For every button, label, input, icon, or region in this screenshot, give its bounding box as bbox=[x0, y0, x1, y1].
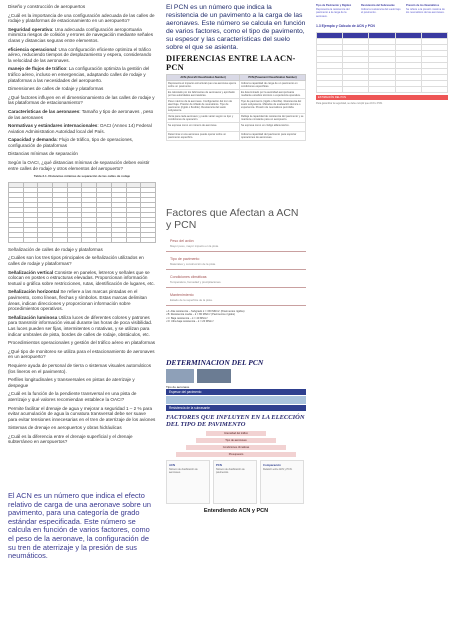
bullet-item: • D: Ultra baja resistencia – k = 20 MN/m³ bbox=[166, 320, 214, 324]
table-cell bbox=[317, 86, 343, 92]
pavement-factors-title: FACTORES QUE INFLUYEN EN LA ELECCIÓN DEL TIPO DE PAVIMENTO bbox=[166, 414, 305, 428]
img-label-subgrade: Resistencia de la subrasante bbox=[166, 405, 306, 411]
factor-title: Tipo de pavimento bbox=[170, 257, 200, 261]
paragraph-label: Seguridad operativa bbox=[8, 26, 53, 32]
table-cell bbox=[67, 237, 82, 242]
card-title: Comparación bbox=[263, 463, 281, 467]
factor-title: Peso del avión bbox=[170, 239, 194, 243]
paragraph: ¿Qué factores influyen en el dimensionamiento de las calles de rodaje y las plataformas de estacionamiento? bbox=[8, 94, 155, 106]
paragraph-label: Normativas y estándares internacionales bbox=[8, 123, 98, 129]
info-card bbox=[213, 460, 257, 504]
paragraph: Distancias mínimas de separación bbox=[8, 151, 78, 157]
table-row bbox=[167, 114, 306, 123]
diff-cell: Es calculado por los fabricantes de aeronaves y aprobado por las autoridades aeronáuticas. bbox=[167, 90, 240, 99]
table-cell bbox=[141, 237, 156, 242]
paragraph-label: Señalización luminosa bbox=[8, 314, 58, 320]
table-row bbox=[167, 81, 306, 90]
paragraph: Seguridad operativa: Una adecuada configuración aeroportuaria minimiza riesgos de colisión y errores de navegación mediante señales claras y distancias seguras entre elementos. bbox=[8, 26, 154, 43]
table-caption: Tabla 3-1. Distancias mínimas de separación de las calles de rodaje bbox=[33, 174, 131, 179]
paragraph: Capacidad y demanda: Flujo de tráfico, tipo de operaciones, configuración de plataformas bbox=[8, 137, 134, 148]
pyramid-level: Presupuesto bbox=[176, 452, 296, 457]
table-row bbox=[167, 90, 306, 99]
example-table bbox=[316, 32, 448, 93]
bullet-item: • C: Baja resistencia – k = 40 MN/m³ bbox=[166, 316, 208, 320]
top-card-title: Tipo de Pavimento y Rigidez bbox=[316, 4, 352, 7]
pyramid-level: Intensidad del tráfico bbox=[206, 431, 266, 436]
card-text: Número de clasificación de aeronaves. bbox=[169, 468, 198, 474]
paragraph-label: Características de las aeronaves bbox=[8, 108, 80, 114]
paragraph: Señalización vertical Consiste en paneles, letreros y señales que se colocan en postes o estructuras elevadas. Proporcionan información textual o gráfica sobre restricciones, rutas, identificación de lugares, etc. bbox=[8, 269, 155, 286]
top-card bbox=[361, 4, 403, 18]
factor-item bbox=[166, 291, 306, 306]
table-cell bbox=[38, 237, 53, 242]
subgrade-bullets bbox=[166, 310, 306, 324]
factor-desc: Temperatura, humedad y precipitaciones. bbox=[170, 280, 222, 284]
info-card bbox=[166, 460, 210, 504]
paragraph: ¿Cuál es la importancia de una configuración adecuada de las calles de rodaje y plataformas de estacionamiento en un aeropuerto? bbox=[8, 12, 155, 24]
paragraph: Según la OACI, ¿qué distancias mínimas de separación deben existir entre calles de rodaje y otros elementos del aeropuerto? bbox=[8, 160, 150, 171]
pyramid-level: Tipo de aeronaves bbox=[196, 438, 276, 443]
aircraft-photo bbox=[166, 369, 194, 383]
acn-definition-text: El ACN es un número que indica el efecto relativo de carga de una aeronave sobre un pavimento, para una categoría de grado estándar especificada. Este número se calcula en función de varios factores, como el peso de la aeronave, la configuración de su tren de aterrizaje y la presión de sus neumáticos. bbox=[8, 491, 151, 561]
right-top-cards bbox=[316, 4, 448, 18]
paragraph-label: Señalización vertical bbox=[8, 269, 54, 275]
pcn-determination-section bbox=[166, 355, 306, 516]
top-card-text: Se refiere a la presión máxima de los neumáticos de las aeronaves. bbox=[406, 8, 445, 15]
paragraph-label: manejo de flujos de tráfico bbox=[8, 66, 67, 72]
middle-column-top bbox=[166, 4, 306, 141]
paragraph: ¿Cuál es la función de la pendiente transversal en una pista de aterrizaje y qué valores recomiendan establece la OACI? bbox=[8, 391, 137, 402]
factor-desc: Mayor peso, mayor impacto en la pista. bbox=[170, 244, 219, 248]
factor-list bbox=[166, 237, 306, 306]
paragraph-label: Señalización horizontal bbox=[8, 289, 60, 295]
top-card-text: Representa la resistencia del pavimento a la carga de la aeronave. bbox=[316, 8, 350, 18]
factors-section bbox=[166, 207, 306, 324]
diff-header: ACN (Aircraft Classification Number) bbox=[167, 75, 240, 81]
paragraph: Sistemas de drenaje en aeropuertos y obras hidráulicas bbox=[8, 425, 122, 431]
left-column bbox=[8, 4, 156, 448]
factors-title: Factores que Afectan a ACN y PCN bbox=[166, 207, 299, 231]
table-cell bbox=[23, 237, 38, 242]
table-cell bbox=[126, 237, 141, 242]
paragraph: ¿Cuál es la diferencia entre el drenaje superficial y el drenaje subterráneo en aeropuertos? bbox=[8, 433, 133, 445]
pavement-photo bbox=[166, 396, 306, 404]
diff-cell: Se expresa como un código alfanumérico. bbox=[240, 123, 306, 132]
factor-item bbox=[166, 237, 306, 252]
diff-header: PCN (Pavement Classification Number) bbox=[240, 75, 306, 81]
card-title: PCN bbox=[216, 463, 222, 467]
paragraph: Procedimientos operacionales y gestión del tráfico aéreo en plataformas bbox=[8, 340, 156, 346]
diff-cell: Peso máximo de la aeronave. Configuración del tren de aterrizaje. Presión de inflado de neumáticos. Tipo de pavimento (rígido o flexible). Resistencia del suelo subyacente. bbox=[167, 99, 240, 114]
diff-cell: Se expresa como un número de aeronave. bbox=[167, 123, 240, 132]
table-cell bbox=[343, 86, 369, 92]
card-title: ACN bbox=[169, 463, 176, 467]
example-table-title: 1.3 Ejemplo y Cálculo de ACN y PCN bbox=[316, 23, 375, 28]
factor-desc: Materiales y construcción de la pista. bbox=[170, 262, 216, 266]
table-cell bbox=[421, 86, 447, 92]
table-cell bbox=[53, 237, 68, 242]
diff-cell: Es determinado por la autoridad aeroportuaria mediante estudios técnicos o experiencia operativa. bbox=[240, 90, 306, 99]
diff-cell: Varía para cada aeronave y puede variar según su tipo y condiciones de operación. bbox=[167, 114, 240, 123]
paragraph: Requiere ayuda de personal de tierra o sistemas visuales automáticos (los lineros en el pavimento). bbox=[8, 362, 151, 374]
paragraph: Señalización de calles de rodaje y plataformas bbox=[8, 246, 103, 252]
aircraft-photo-2 bbox=[197, 369, 231, 383]
paragraph: ¿Qué tipo de monitoreo se utiliza para el estacionamiento de aeronaves en un aeropuerto? bbox=[8, 348, 155, 360]
understanding-title: Entendiendo ACN y PCN bbox=[203, 508, 269, 514]
factor-item bbox=[166, 255, 306, 270]
pcn-definition-text: El PCN es un número que indica la resistencia de un pavimento a la carga de las aeronaves. Este número se calcula en función de varios factores, como el tipo de pavimento, su espesor y las características del suelo sobre el que se asienta. bbox=[166, 4, 306, 51]
paragraph-label: eficiencia operacional bbox=[8, 46, 56, 52]
img-label-thickness: Espesor del pavimento bbox=[166, 389, 306, 395]
table-cell bbox=[369, 86, 395, 92]
paragraph: Permite facilitar el drenaje de agua y mejorar a seguridad 1 – 2 % para evitar acumulación de agua la curvatura transversal debe ser suave para evitar tensiones innecesarias en el tren de aterrizaje de los aviones bbox=[8, 405, 156, 422]
paragraph: Diseño y construcción de aeropuertos bbox=[8, 4, 86, 9]
table-cell bbox=[97, 237, 112, 242]
separation-table bbox=[8, 182, 156, 243]
pcn-estimation-label: ESTIMACIÓN DEL PCN bbox=[316, 95, 448, 100]
paragraph: manejo de flujos de tráfico: La configuración optimiza la gestión del tráfico aéreo, incluso en emergencias, adaptando calles de rodaje y plataformas a las necesidades del aeropuerto. bbox=[8, 66, 150, 83]
diff-cell: Indica la capacidad del pavimento para soportar operaciones de aeronaves. bbox=[240, 132, 306, 141]
top-card-text: Indica la resistencia del suelo bajo el pavimento. bbox=[361, 8, 401, 15]
differences-table bbox=[166, 74, 306, 141]
diff-cell: Indica la capacidad de carga de un pavimento en condiciones específicas. bbox=[240, 81, 306, 90]
top-card bbox=[406, 4, 448, 18]
top-card bbox=[316, 4, 358, 18]
paragraph-label: Capacidad y demanda bbox=[8, 137, 57, 143]
table-cell bbox=[9, 237, 24, 242]
right-column bbox=[316, 4, 448, 105]
diff-cell: Tipo de pavimento (rígido o flexible). Resistencia del suelo subyacente. Métodos de evaluación técnica o experiencia. Presión de neumáticos permitida. bbox=[240, 99, 306, 114]
table-row bbox=[167, 132, 306, 141]
info-card bbox=[260, 460, 304, 504]
image-row-1 bbox=[166, 369, 306, 383]
paragraph: ¿Cuáles son los tres tipos principales de señalización utilizados en calles de rodaje y plataformas? bbox=[8, 255, 144, 267]
table-row bbox=[167, 99, 306, 114]
card-text: Relación entre ACN y PCN. bbox=[263, 468, 293, 471]
acn-pcn-note: Para garantizar la seguridad, se debe cumplir que ACN ≤ PCN. bbox=[316, 101, 383, 105]
diff-cell: Determina si una aeronave puede operar sobre un pavimento específico. bbox=[167, 132, 240, 141]
top-card-title: Presión de los Neumáticos bbox=[406, 4, 440, 7]
factor-desc: Estado de la superficie de la pista. bbox=[170, 298, 213, 302]
paragraph: Normativas y estándares internacionales: OACI (Annex 14) Federal Aviation Administration Autoridad local del País. bbox=[8, 123, 152, 134]
table-row bbox=[167, 123, 306, 132]
img-label-aircraft: Tipo de aeronave bbox=[166, 385, 190, 389]
paragraph: Perfiles longitudinales y transversales en pistas de aterrizaje y despegue bbox=[8, 377, 135, 388]
paragraph: Dimensiones de calles de rodaje y plataformas bbox=[8, 86, 104, 92]
diff-cell: Refleja la capacidad de resistencia del pavimento y se mantiene constante para un aeropuerto. bbox=[240, 114, 306, 123]
card-text: Número de clasificación de pavimentos. bbox=[216, 468, 245, 474]
acn-pcn-cards bbox=[166, 460, 306, 504]
paragraph: Características de las aeronaves: Tamaño y tipo de aeronaves , peso de las aeronaves bbox=[8, 108, 154, 120]
paragraph: eficiencia operacional: Una configuración eficiente optimiza el tráfico aéreo, reduciendo tiempos de desplazamiento y espera, considerando la velocidad de las aeronaves. bbox=[8, 46, 152, 63]
table-cell bbox=[82, 237, 97, 242]
factor-title: Condiciones climáticas bbox=[170, 275, 207, 279]
pavement-factors-pyramid bbox=[166, 431, 306, 457]
table-cell bbox=[111, 237, 126, 242]
factor-title: Mantenimiento bbox=[170, 293, 194, 297]
pyramid-level: Condiciones climáticas bbox=[186, 445, 286, 450]
diff-cell: Representa el impacto estructural que una aeronave ejerce sobre un pavimento. bbox=[167, 81, 240, 90]
bullet-item: • B: Resistencia media – k = 80 MN/m³ (Pavimentos rígidos) bbox=[166, 313, 236, 317]
paragraph: Señalización luminosa Utiliza luces de diferentes colores y patrones para transmitir información visual durante las horas de poca visibilidad. Las luces pueden ser fijas, intermitentes o rotativas, y se utilizan para indicar umbrales de pista, bordes de calles de rodaje, obstáculos, etc. bbox=[8, 314, 153, 337]
differences-title: DIFERENCIAS ENTRE LA ACN-PCN bbox=[166, 54, 296, 72]
acn-definition-box bbox=[8, 492, 156, 561]
bullet-item: • A: Alta resistencia – Subgrado k = 150 MN/m³ (Pavimentos rígidos) bbox=[166, 310, 245, 313]
table-cell bbox=[395, 86, 421, 92]
determination-title: DETERMINACION DEL PCN bbox=[166, 358, 264, 367]
top-card-title: Resistencia del Subrasante bbox=[361, 4, 395, 7]
factor-item bbox=[166, 273, 306, 288]
paragraph: Señalización horizontal Se refiere a las marcas pintadas en el pavimento, como líneas, flechas y símbolos. Estas marcas delimitan áreas, indican direcciones y proporcionan información sobre procedimientos operativos. bbox=[8, 289, 147, 312]
